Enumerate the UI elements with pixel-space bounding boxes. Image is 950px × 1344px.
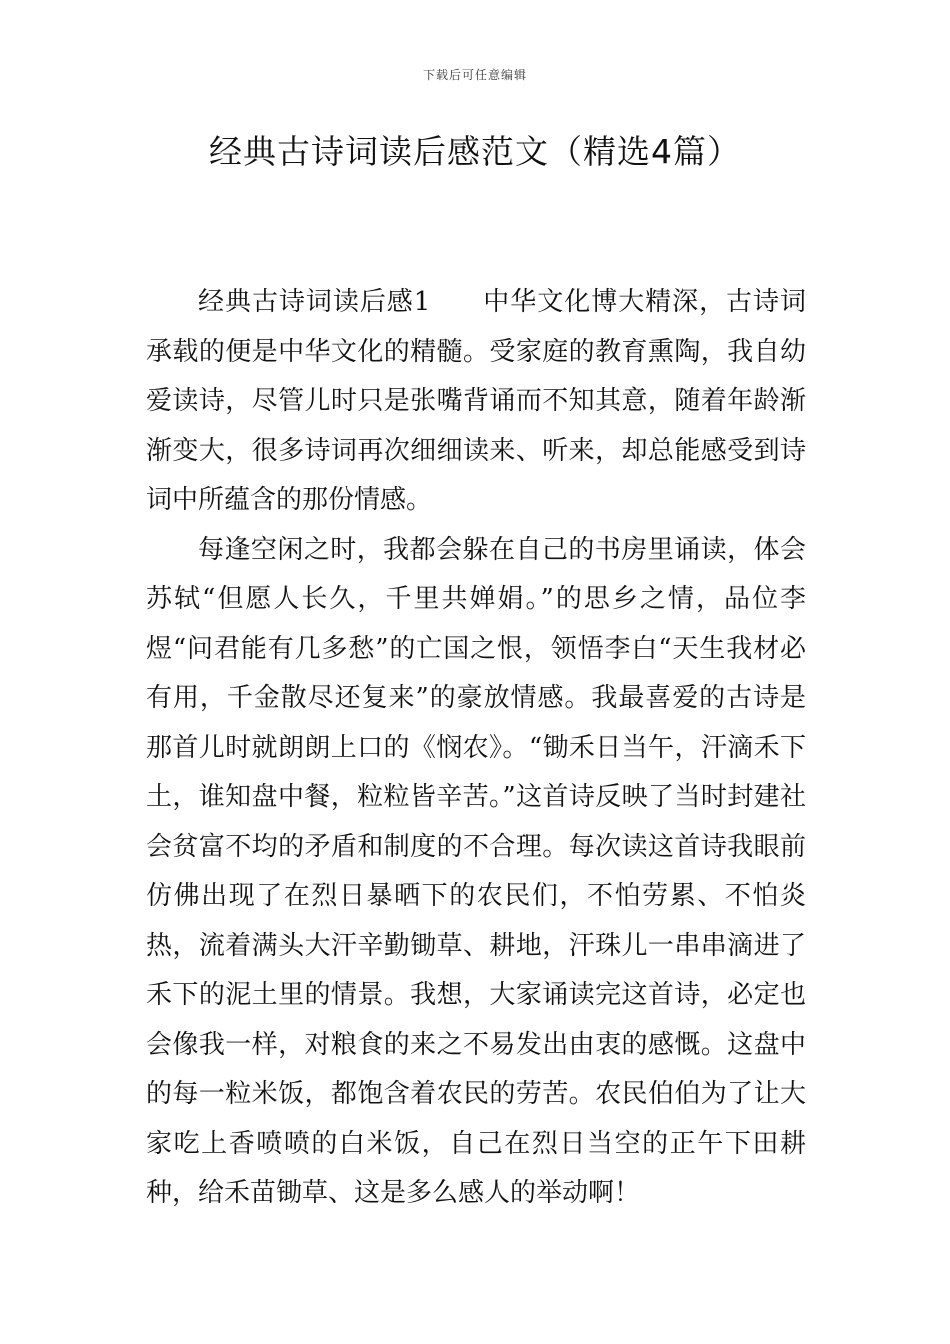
paragraph-2: 每逢空闲之时，我都会躲在自己的书房里诵读，体会苏轼“但愿人长久，千里共婵娟。”的思乡之情，品位李煜“问君能有几多愁”的亡国之恨，领悟李白“天生我材必有用，千金散尽还复来”的豪放情感。我最喜爱的古诗是那首儿时就朗朗上口的《悯农》。“锄禾日当午，汗滴禾下土，谁知盘中餐，粒粒皆辛苦。”这首诗反映了当时封建社会贫富不均的矛盾和制度的不合理。每次读这首诗我眼前仿佛出现了在烈日暴晒下的农民们，不怕劳累、不怕炎热，流着满头大汗辛勤锄草、耕地，汗珠儿一串串滴进了禾下的泥土里的情景。我想，大家诵读完这首诗，必定也会像我一样，对粮食的来之不易发出由衷的感慨。这盘中的每一粒米饭，都饱含着农民的劳苦。农民伯伯为了让大家吃上香喷喷的白米饭，自己在烈日当空的正午下田耕种，给禾苗锄草、这是多么感人的举动啊！ — [146, 534, 806, 1208]
paragraph-1-text: 中华文化博大精深，古诗词承载的便是中华文化的精髓。受家庭的教育熏陶，我自幼爱读诗，尽管儿时只是张嘴背诵而不知其意，随着年龄渐渐变大，很多诗词再次细细读来、听来，却总能感受到诗词中所蕴含的那份情感。 — [146, 287, 806, 515]
header-note: 下载后可任意编辑 — [422, 68, 527, 82]
document-title: 经典古诗词读后感范文（精选4篇） — [209, 132, 741, 171]
paragraph-1 — [146, 278, 806, 526]
section-label: 经典古诗词读后感1 — [198, 287, 431, 317]
document-body — [146, 278, 806, 1219]
